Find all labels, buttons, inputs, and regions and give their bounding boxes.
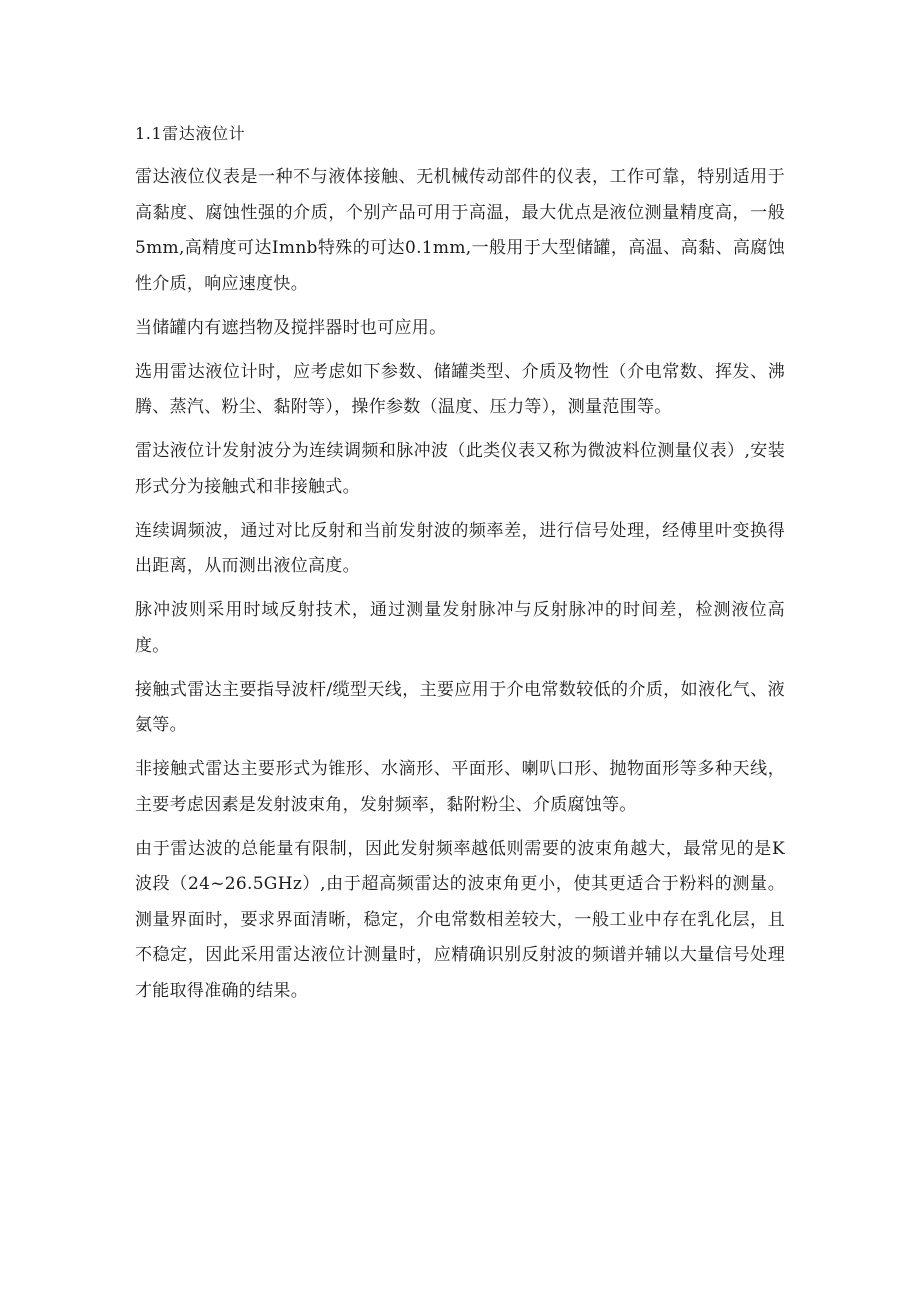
section-heading: 1.1雷达液位计 [135, 124, 246, 143]
paragraph-obstruction: 当储罐内有遮挡物及搅拌器时也可应用。 [135, 317, 447, 338]
paragraph-pulse: 脉冲波则采用时域反射技术，通过测量发射脉冲与反射脉冲的时间差，检测液位高度。 [135, 600, 785, 656]
paragraph-wave-types: 雷达液位计发射波分为连续调频和脉冲波（此类仪表又称为微波料位测量仪表）,安装形式分为接触式和非接触式。 [135, 441, 785, 497]
paragraph-selection-parameters: 选用雷达液位计时，应考虑如下参数、储罐类型、介质及物性（介电常数、挥发、沸腾、蒸汽、粉尘、黏附等），操作参数（温度、压力等），测量范围等。 [135, 361, 785, 417]
paragraph-overview: 雷达液位仪表是一种不与液体接触、无机械传动部件的仪表，工作可靠，特别适用于高黏度、腐蚀性强的介质，个别产品可用于高温，最大优点是液位测量精度高，一般5mm,高精度可达Imnb特殊的可达0.1mm,一般用于大型储罐，高温、高黏、高腐蚀性介质，响应速度快。 [135, 167, 785, 294]
document-body [135, 116, 785, 1018]
paragraph-contact-radar: 接触式雷达主要指导波杆/缆型天线，主要应用于介电常数较低的介质，如液化气、液氨等。 [135, 679, 785, 735]
paragraph-non-contact-radar: 非接触式雷达主要形式为锥形、水滴形、平面形、喇叭口形、抛物面形等多种天线，主要考虑因素是发射波束角，发射频率，黏附粉尘、介质腐蚀等。 [135, 759, 785, 815]
paragraph-fmcw: 连续调频波，通过对比反射和当前发射波的频率差，进行信号处理，经傅里叶变换得出距离，从而测出液位高度。 [135, 520, 785, 576]
paragraph-frequency-beam: 由于雷达波的总能量有限制，因此发射频率越低则需要的波束角越大，最常见的是K波段（24~26.5GHz）,由于超高频雷达的波束角更小，使其更适合于粉料的测量。测量界面时，要求界面清晰，稳定，介电常数相差较大，一般工业中存在乳化层，且不稳定，因此采用雷达液位计测量时，应精确识别反射波的频谱并辅以大量信号处理才能取得准确的结果。 [135, 838, 785, 1001]
